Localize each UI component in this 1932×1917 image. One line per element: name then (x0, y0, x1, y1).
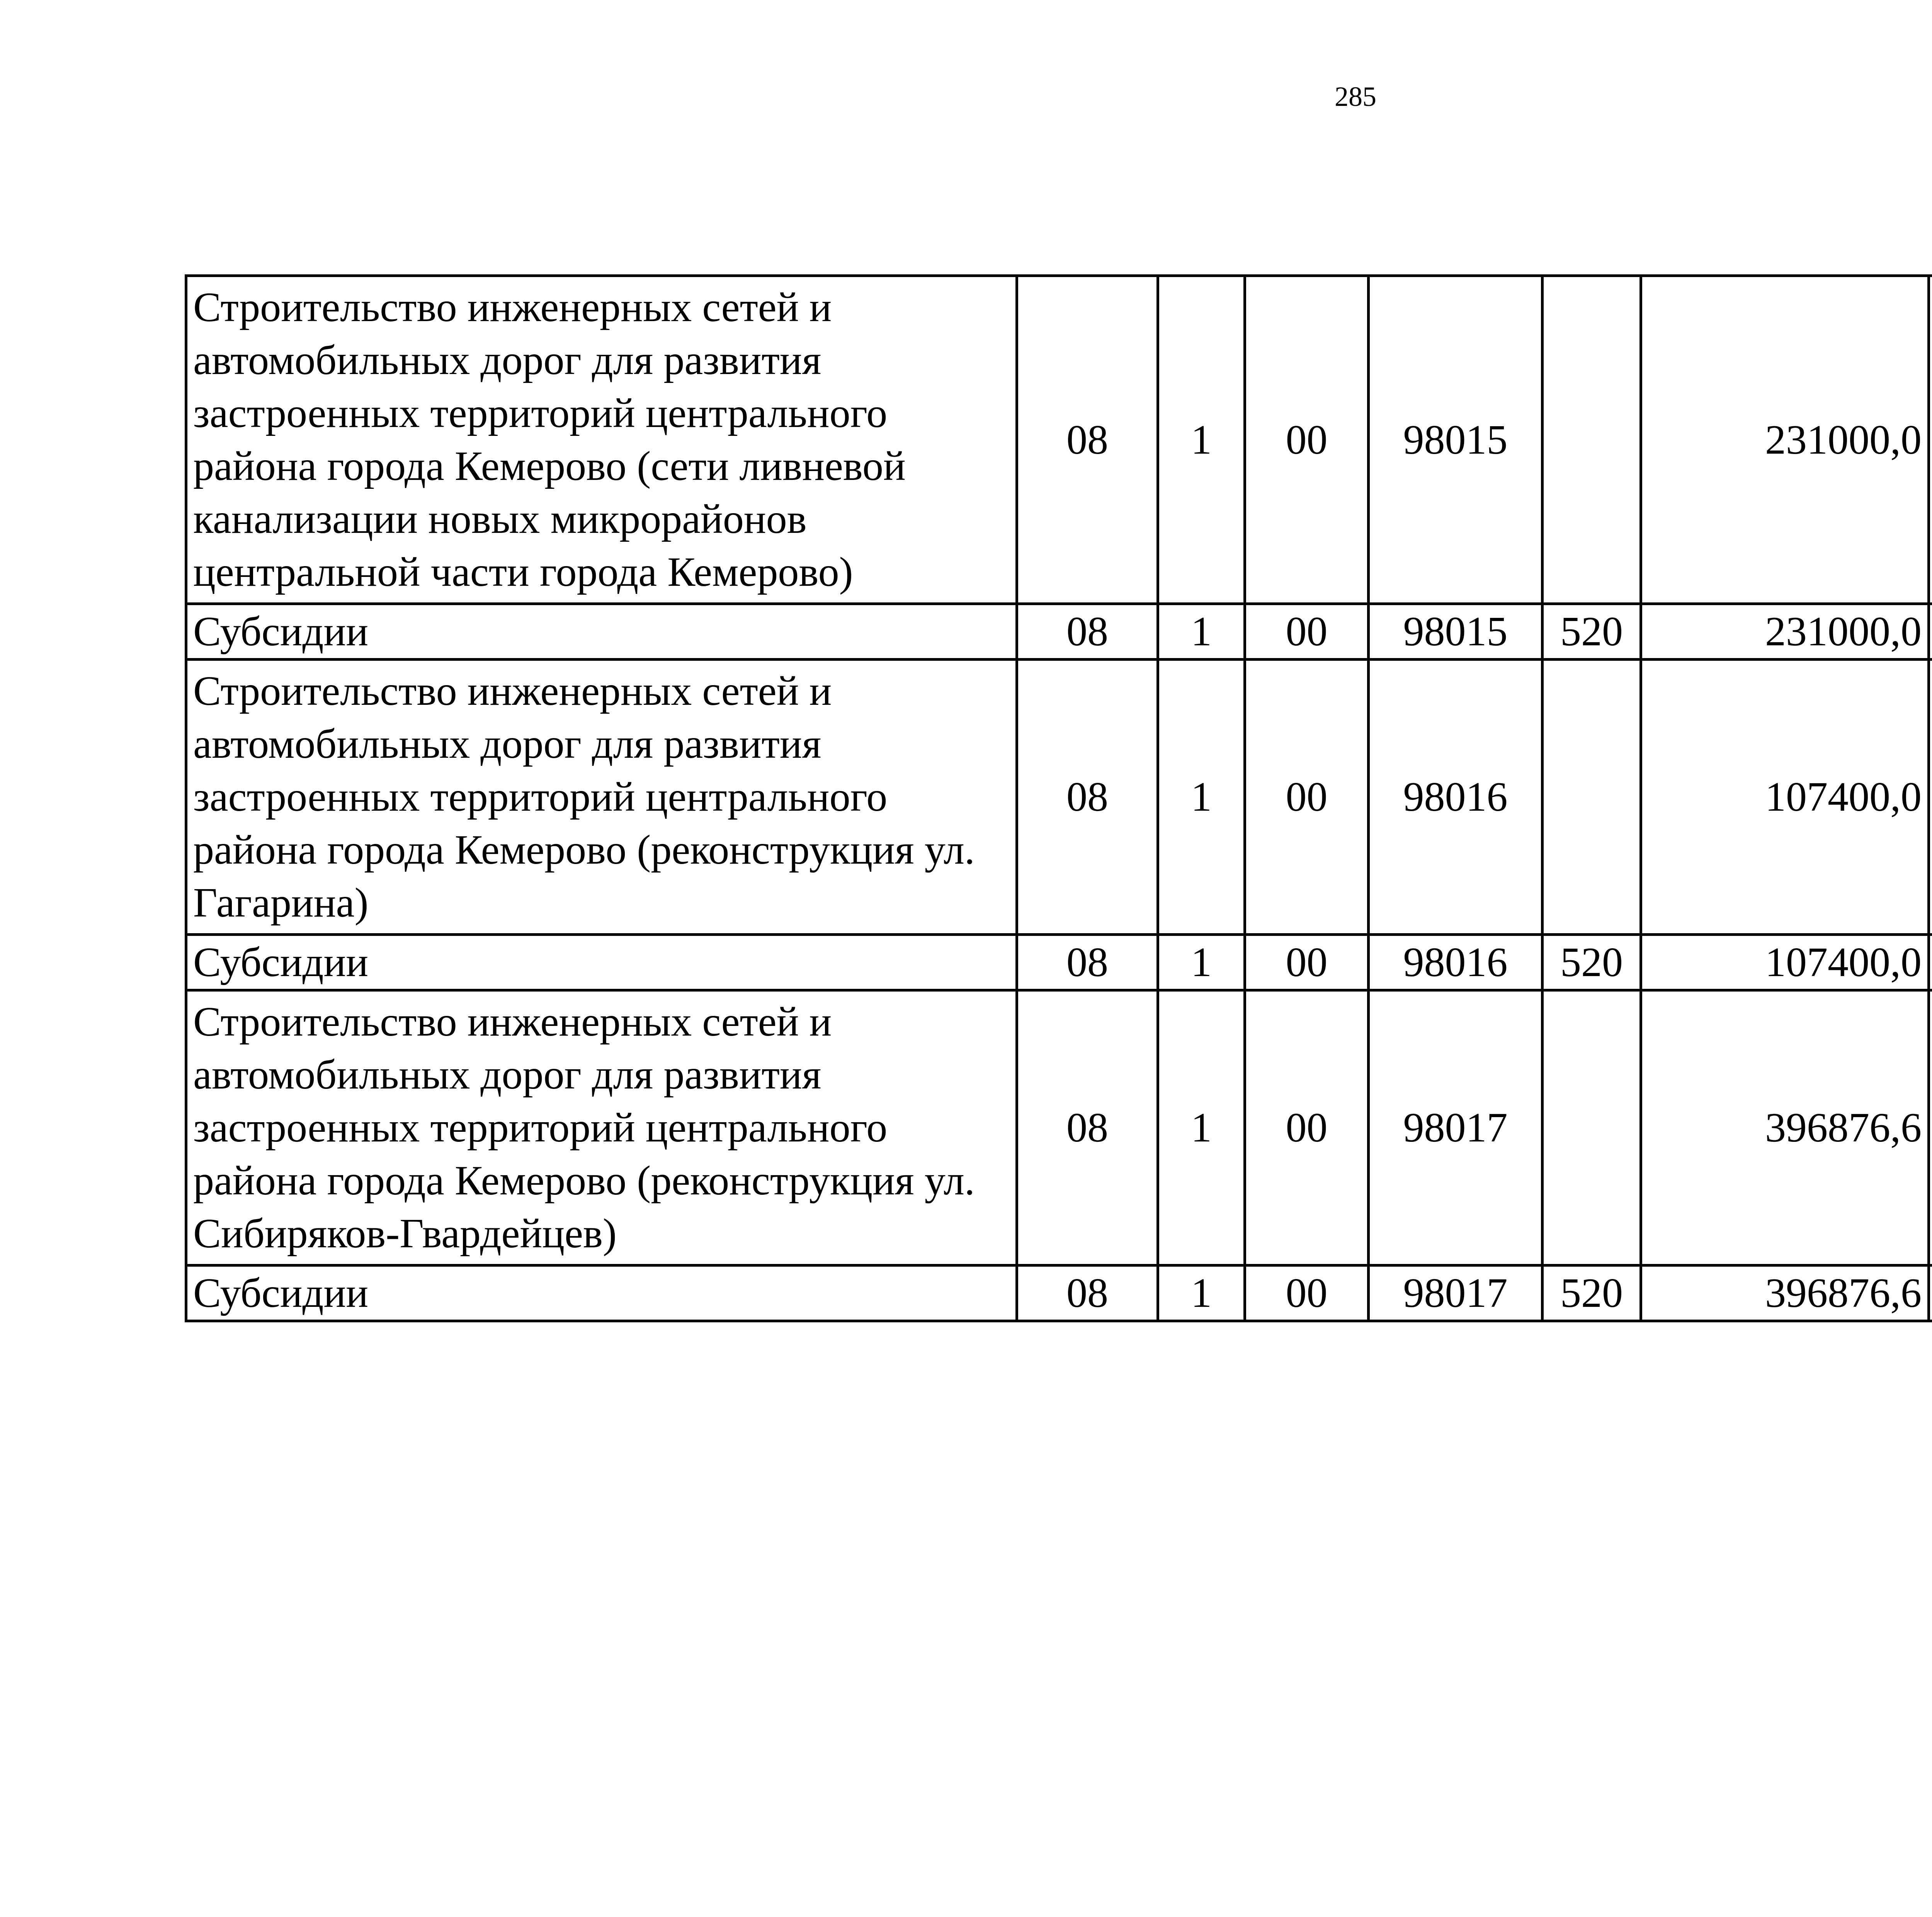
program-code: 1 (1158, 276, 1245, 604)
page-number: 285 (1335, 81, 1376, 112)
table-row (186, 604, 1932, 660)
expense-type-code (1543, 990, 1641, 1266)
row-name: Строительство инженерных сетей и автомобильных дорог для развития застроенных территорий центрального района города Кемерово (реконструкция ул. Гагарина) (186, 660, 1017, 935)
subprogram-code: 00 (1245, 276, 1369, 604)
year2-amount (1929, 1266, 1932, 1321)
subprogram-code: 00 (1245, 604, 1369, 660)
expense-type-code (1543, 660, 1641, 935)
subprogram-code: 00 (1245, 660, 1369, 935)
subprogram-code: 00 (1245, 935, 1369, 990)
section-code: 08 (1017, 604, 1158, 660)
section-code: 08 (1017, 1266, 1158, 1321)
direction-code: 98017 (1369, 990, 1543, 1266)
expense-type-code: 520 (1543, 1266, 1641, 1321)
section-code: 08 (1017, 990, 1158, 1266)
direction-code: 98016 (1369, 935, 1543, 990)
year2-amount (1929, 935, 1932, 990)
year1-amount: 396876,6 (1641, 990, 1929, 1266)
expense-type-code: 520 (1543, 604, 1641, 660)
table-body (186, 276, 1932, 1321)
subprogram-code: 00 (1245, 1266, 1369, 1321)
section-code: 08 (1017, 660, 1158, 935)
row-name: Субсидии (186, 935, 1017, 990)
table-row (186, 276, 1932, 604)
year2-amount (1929, 990, 1932, 1266)
row-name: Строительство инженерных сетей и автомобильных дорог для развития застроенных территорий центрального района города Кемерово (сети ливневой канализации новых микрорайонов центральной части города Кемерово) (186, 276, 1017, 604)
table-row (186, 935, 1932, 990)
program-code: 1 (1158, 604, 1245, 660)
table-row (186, 660, 1932, 935)
expense-type-code (1543, 276, 1641, 604)
direction-code: 98015 (1369, 604, 1543, 660)
section-code: 08 (1017, 935, 1158, 990)
direction-code: 98017 (1369, 1266, 1543, 1321)
budget-table (185, 274, 1932, 1322)
year1-amount: 107400,0 (1641, 935, 1929, 990)
row-name: Строительство инженерных сетей и автомобильных дорог для развития застроенных территорий центрального района города Кемерово (реконструкция ул. Сибиряков-Гвардейцев) (186, 990, 1017, 1266)
year2-amount (1929, 660, 1932, 935)
year1-amount: 396876,6 (1641, 1266, 1929, 1321)
year2-amount (1929, 604, 1932, 660)
table-row (186, 990, 1932, 1266)
year1-amount: 231000,0 (1641, 604, 1929, 660)
table-row (186, 1266, 1932, 1321)
direction-code: 98016 (1369, 660, 1543, 935)
program-code: 1 (1158, 935, 1245, 990)
row-name: Субсидии (186, 1266, 1017, 1321)
program-code: 1 (1158, 1266, 1245, 1321)
year2-amount (1929, 276, 1932, 604)
year1-amount: 231000,0 (1641, 276, 1929, 604)
direction-code: 98015 (1369, 276, 1543, 604)
subprogram-code: 00 (1245, 990, 1369, 1266)
program-code: 1 (1158, 990, 1245, 1266)
row-name: Субсидии (186, 604, 1017, 660)
section-code: 08 (1017, 276, 1158, 604)
year1-amount: 107400,0 (1641, 660, 1929, 935)
program-code: 1 (1158, 660, 1245, 935)
expense-type-code: 520 (1543, 935, 1641, 990)
